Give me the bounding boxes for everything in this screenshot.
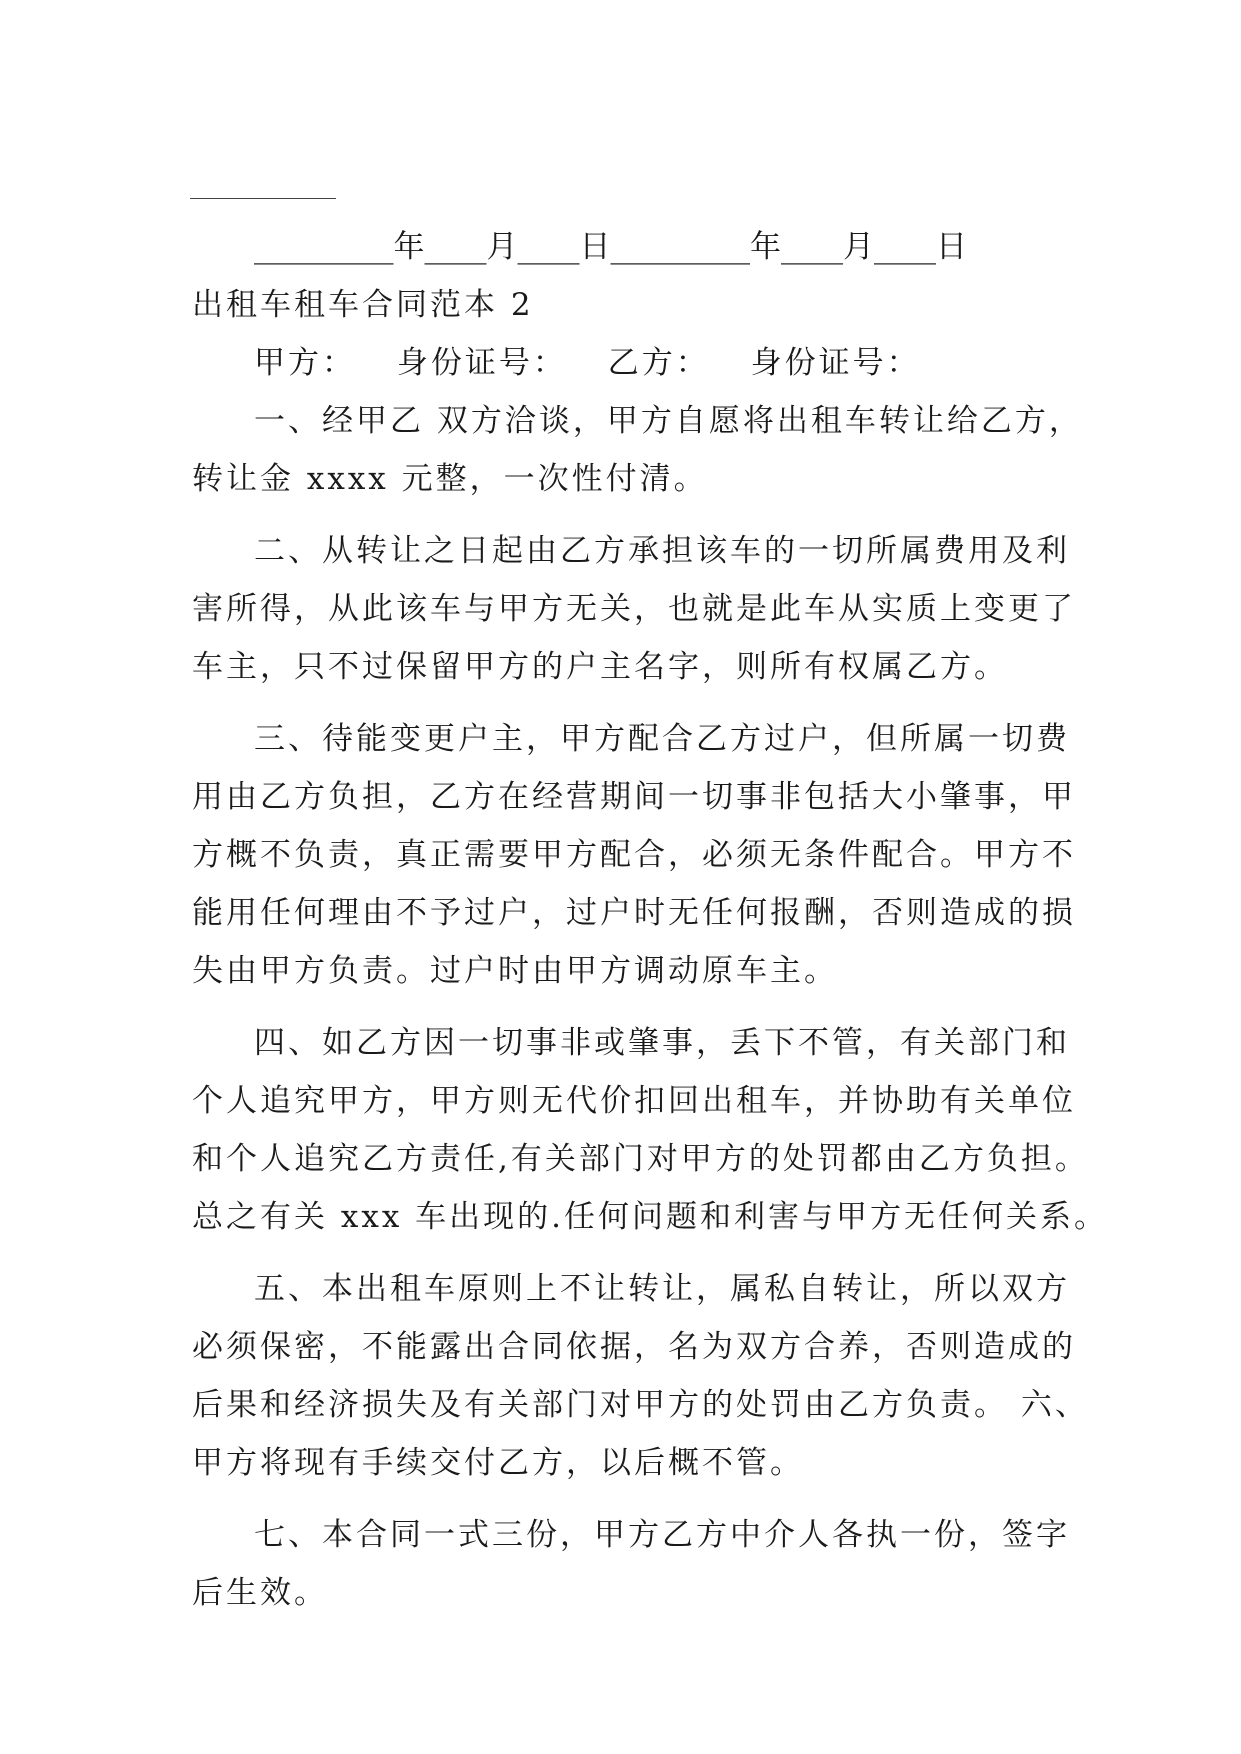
clause-7 (192, 1506, 1072, 1622)
clause-2 (192, 522, 1076, 696)
clause-4 (192, 1014, 1109, 1246)
clause-line: 和个人追究乙方责任,有关部门对甲方的处罚都由乙方负担。 (192, 1141, 1089, 1177)
clause-line: 四、如乙方因一切事非或肇事，丢下不管，有关部门和 (254, 1025, 1070, 1061)
party-a-id-label: 身份证号： (396, 345, 567, 381)
clause-line: 七、本合同一式三份，甲方乙方中介人各执一份，签字 (254, 1517, 1070, 1553)
clause-line: 失由甲方负责。过户时由甲方调动原车主。 (192, 953, 838, 989)
clause-line: 二、从转让之日起由乙方承担该车的一切所属费用及利 (254, 533, 1070, 569)
top-blank-line (190, 198, 336, 199)
clause-line: 车主，只不过保留甲方的户主名字，则所有权属乙方。 (192, 649, 1008, 685)
party-a-label: 甲方： (254, 345, 356, 381)
clause-5 (192, 1260, 1089, 1492)
clause-3 (192, 710, 1076, 1000)
clause-line: 三、待能变更户主，甲方配合乙方过户，但所属一切费 (254, 721, 1070, 757)
party-b-id-label: 身份证号： (750, 345, 921, 381)
document-body (192, 218, 1109, 1636)
party-b-label: 乙方： (607, 345, 710, 381)
clause-line: 能用任何理由不予过户，过户时无任何报酬，否则造成的损 (192, 895, 1076, 931)
clause-line: 转让金 xxxx 元整，一次性付清。 (192, 461, 708, 497)
document-title: 出租车租车合同范本 2 (192, 287, 534, 323)
clause-line: 害所得，从此该车与甲方无关，也就是此车从实质上变更了 (192, 591, 1076, 627)
clause-line: 一、经甲乙 双方洽谈，甲方自愿将出租车转让给乙方， (254, 403, 1083, 439)
date-line: _________年____月____日_________年____月____日 (254, 229, 967, 265)
clause-line: 总之有关 xxx 车出现的.任何问题和利害与甲方无任何关系。 (192, 1199, 1109, 1235)
clause-line: 必须保密，不能露出合同依据，名为双方合养，否则造成的 (192, 1329, 1076, 1365)
clause-line: 方概不负责，真正需要甲方配合，必须无条件配合。甲方不 (192, 837, 1076, 873)
clause-line: 后果和经济损失及有关部门对甲方的处罚由乙方负责。 六、 (192, 1387, 1089, 1423)
clause-line: 五、本出租车原则上不让转让，属私自转让，所以双方 (254, 1271, 1070, 1307)
clause-line: 甲方将现有手续交付乙方，以后概不管。 (192, 1445, 804, 1481)
clause-line: 后生效。 (192, 1575, 328, 1611)
parties-line (192, 334, 1072, 392)
clause-line: 用由乙方负担，乙方在经营期间一切事非包括大小肇事，甲 (192, 779, 1076, 815)
clause-line: 个人追究甲方，甲方则无代价扣回出租车，并协助有关单位 (192, 1083, 1076, 1119)
clause-1 (192, 392, 1083, 508)
